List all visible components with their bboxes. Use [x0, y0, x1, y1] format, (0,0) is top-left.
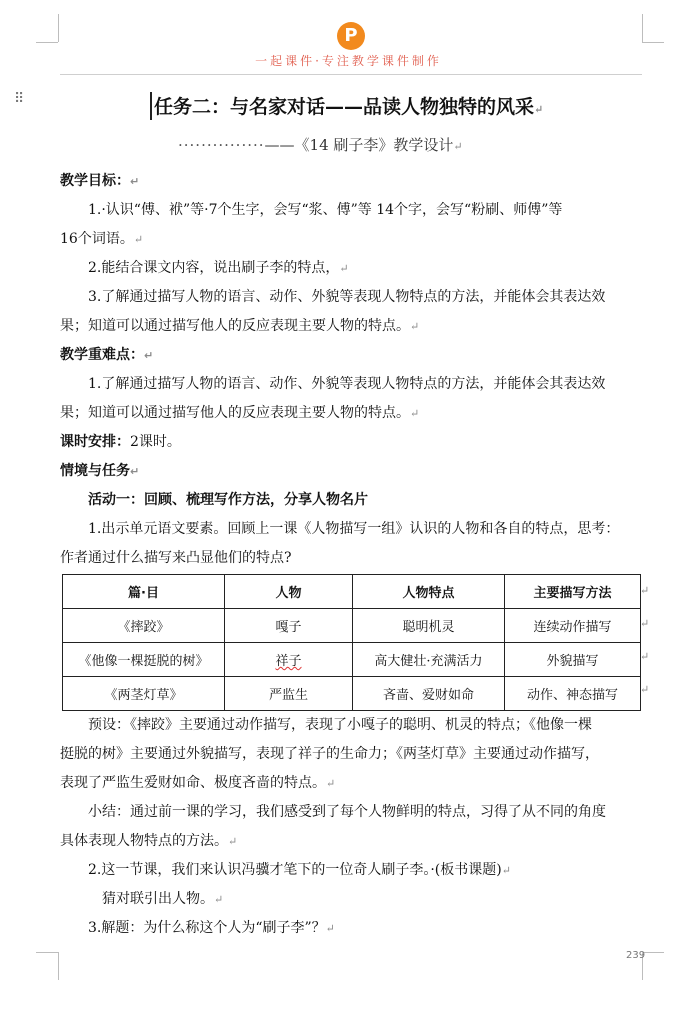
paragraph-mark: ↵	[410, 407, 420, 420]
table-row	[63, 643, 641, 677]
character-table[interactable]	[62, 574, 641, 711]
table-cell[interactable]: 《两茎灯草》	[63, 677, 225, 711]
crop-mark	[642, 42, 664, 43]
table-cell[interactable]: 吝啬、爱财如命	[353, 677, 505, 711]
summary-line-2[interactable]	[60, 830, 644, 850]
preset-line-1[interactable]: 预设：《摔跤》主要通过动作描写，表现了小嘎子的聪明、机灵的特点；《他像一棵	[88, 717, 592, 733]
goals-heading-text: 教学目标：	[60, 173, 130, 189]
schedule-line[interactable]	[60, 431, 644, 451]
table-cell[interactable]: 严监生	[225, 677, 353, 711]
table-cell[interactable]	[225, 643, 353, 677]
step-3[interactable]	[88, 917, 644, 937]
subtitle-text: ——《14 刷子李》教学设计	[264, 136, 454, 154]
table-row	[63, 609, 641, 643]
goal-1-line-2-text: 16个词语。	[60, 231, 134, 247]
table-cell-text: 祥子	[275, 654, 302, 669]
paragraph-mark: ↵	[325, 922, 335, 935]
table-cell[interactable]: 聪明机灵	[353, 609, 505, 643]
subtitle-dots: ···············	[178, 136, 265, 154]
paragraph-mark: ↵	[501, 864, 511, 877]
preset-line-3-text: 表现了严监生爱财如命、极度吝啬的特点。	[60, 775, 326, 791]
text-cursor	[150, 92, 152, 120]
paragraph-mark: ↵	[144, 349, 154, 362]
crop-mark	[36, 952, 58, 953]
page-subtitle[interactable]	[178, 134, 463, 155]
key-points-heading[interactable]	[60, 344, 644, 364]
row-end-mark: ↵	[640, 617, 650, 630]
goals-heading[interactable]	[60, 170, 644, 190]
crop-mark	[642, 14, 643, 42]
preset-line-2[interactable]: 挺脱的树》主要通过外貌描写，表现了祥子的生命力；《两茎灯草》主要通过动作描写，	[60, 746, 599, 762]
summary-line-1[interactable]: 小结：通过前一课的学习，我们感受到了每个人物鲜明的特点，习得了从不同的角度	[88, 804, 606, 820]
schedule-label: 课时安排：	[60, 434, 130, 450]
row-end-mark: ↵	[640, 683, 650, 696]
paragraph-mark: ↵	[133, 233, 144, 246]
crop-mark	[58, 14, 59, 42]
paragraph-mark: ↵	[228, 835, 238, 848]
table-header: 人物	[225, 575, 353, 609]
page-number: 239	[626, 950, 646, 961]
key-heading-text: 教学重难点：	[60, 347, 144, 363]
paragraph-mark: ↵	[326, 777, 336, 790]
brand-logo-icon: P	[337, 22, 365, 50]
table-cell[interactable]: 《他像一棵挺脱的树》	[63, 643, 225, 677]
drag-handle-icon[interactable]: ⠿	[14, 91, 25, 107]
activity-1-heading[interactable]: 活动一：回顾、梳理写作方法，分享人物名片	[88, 492, 368, 508]
goal-3-line-2-text: 果；知道可以通过描写他人的反应表现主要人物的特点。	[60, 318, 410, 334]
table-header: 篇·目	[63, 575, 225, 609]
context-heading-text: 情境与任务	[60, 463, 130, 479]
step-1-line-1[interactable]: 1.出示单元语文要素。回顾上一课《人物描写一组》认识的人物和各自的特点，思考：	[88, 521, 620, 537]
goal-1-line-2[interactable]	[60, 228, 644, 248]
goal-2[interactable]	[88, 257, 644, 277]
crop-mark	[642, 952, 664, 953]
preset-line-3[interactable]	[60, 772, 644, 792]
table-cell[interactable]: 嘎子	[225, 609, 353, 643]
goal-2-text: 2.能结合课文内容，说出刷子李的特点，	[88, 260, 340, 276]
goal-3-line-2[interactable]	[60, 315, 644, 335]
step-1-line-2[interactable]: 作者通过什么描写来凸显他们的特点?	[60, 550, 292, 566]
table-cell[interactable]: 高大健壮·充满活力	[353, 643, 505, 677]
step-3-text: 3.解题：为什么称这个人为“刷子李”？	[88, 920, 326, 936]
table-header: 主要描写方法	[505, 575, 641, 609]
goal-1-line-1[interactable]: 1.·认识“傅、袱”等·7个生字，会写“浆、傅”等 14个字，会写“粉刷、师傅”等	[88, 202, 563, 218]
summary-line-2-text: 具体表现人物特点的方法。	[60, 833, 228, 849]
header-divider	[60, 74, 642, 75]
table-cell[interactable]: 外貌描写	[505, 643, 641, 677]
step-2-text: 2.这一节课，我们来认识冯骥才笔下的一位奇人刷子李。·(板书课题)	[88, 862, 502, 878]
table-cell[interactable]: 连续动作描写	[505, 609, 641, 643]
row-end-mark: ↵	[640, 584, 650, 597]
row-end-mark: ↵	[640, 650, 650, 663]
goal-3-line-1[interactable]: 3.了解通过描写人物的语言、动作、外貌等表现人物特点的方法，并能体会其表达效	[88, 289, 606, 305]
crop-mark	[58, 952, 59, 980]
paragraph-mark: ↵	[214, 893, 224, 906]
step-2[interactable]	[88, 859, 644, 879]
paragraph-mark: ↵	[534, 103, 544, 116]
step-2b[interactable]	[102, 888, 642, 908]
table-row	[63, 677, 641, 711]
paragraph-mark: ↵	[130, 465, 140, 478]
header-tagline: 一起课件·专注教学课件制作	[255, 54, 442, 68]
table-header-row	[63, 575, 641, 609]
table-header: 人物特点	[353, 575, 505, 609]
context-heading[interactable]	[60, 460, 644, 480]
schedule-value: 2课时。	[130, 434, 181, 450]
table-cell[interactable]: 《摔跤》	[63, 609, 225, 643]
paragraph-mark: ↵	[130, 175, 140, 188]
key-point-1-line-1[interactable]: 1.了解通过描写人物的语言、动作、外貌等表现人物特点的方法，并能体会其表达效	[88, 376, 606, 392]
step-2b-text: 猜对联引出人物。	[102, 891, 214, 907]
page-title[interactable]	[154, 92, 543, 119]
paragraph-mark: ↵	[453, 140, 463, 153]
key-point-1-line-2[interactable]	[60, 402, 644, 422]
paragraph-mark: ↵	[410, 320, 420, 333]
table-cell[interactable]: 动作、神态描写	[505, 677, 641, 711]
key-1-line-2-text: 果；知道可以通过描写他人的反应表现主要人物的特点。	[60, 405, 410, 421]
crop-mark	[36, 42, 58, 43]
title-text: 任务二：与名家对话——品读人物独特的风采	[154, 96, 535, 118]
paragraph-mark: ↵	[339, 262, 349, 275]
